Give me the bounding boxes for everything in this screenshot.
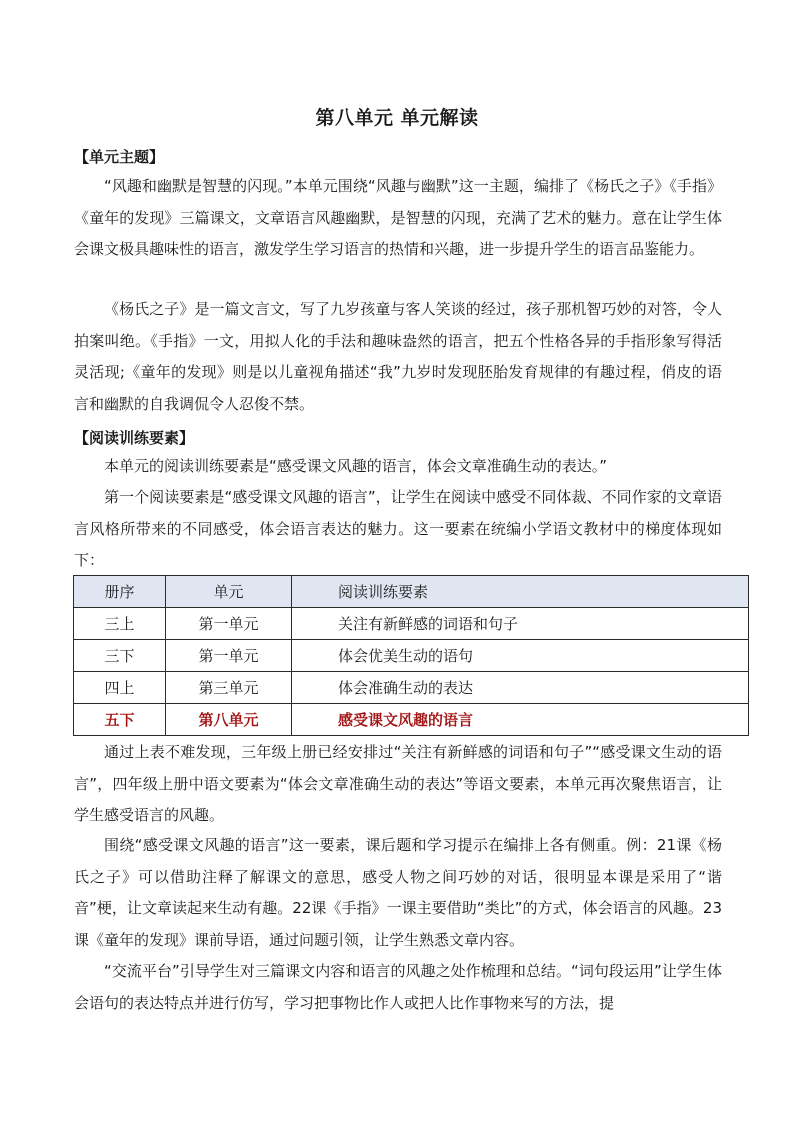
analysis-paragraph-1: 通过上表不难发现，三年级上册已经安排过“关注有新鲜感的词语和句子”“感受课文生动的语言”，四年级上册中语文要素为“体会文章准确生动的表达”等语文要素，本单元再次聚焦语言，让学生感受语言的风趣。	[74, 743, 722, 824]
table-cell: 第一单元	[166, 608, 292, 640]
table-cell: 三下	[74, 640, 166, 672]
analysis-paragraph-3: “交流平台”引导学生对三篇课文内容和语言的风趣之处作梳理和总结。“词句段运用”让学生体会语句的表达特点并进行仿写，学习把事物比作人或把人比作事物来写的方法，提	[74, 962, 722, 1012]
theme-paragraph-2: 《杨氏之子》是一篇文言文，写了九岁孩童与客人笑谈的经过，孩子那机智巧妙的对答，令人拍案叫绝。《手指》一文，用拟人化的手法和趣味盎然的语言，把五个性格各异的手指形象写得活灵活现;《童年的发现》则是以儿童视角描述“我”九岁时发现胚胎发育规律的有趣过程，俏皮的语言和幽默的自我调侃令人忍俊不禁。	[74, 300, 722, 413]
analysis-paragraph-2: 围绕“感受课文风趣的语言”这一要素，课后题和学习提示在编排上各有侧重。例：21课《杨氏之子》可以借助注释了解课文的意思，感受人物之间巧妙的对话，很明显本课是采用了“谐音”梗，让文章读起来生动有趣。22课《手指》一课主要借助“类比”的方式，体会语言的风趣。23课《童年的发现》课前导语，通过问题引领，让学生熟悉文章内容。	[74, 836, 722, 949]
table-row	[74, 672, 749, 704]
table-cell: 四上	[74, 672, 166, 704]
table-cell: 关注有新鲜感的词语和句子	[292, 608, 749, 640]
table-header-cell: 单元	[166, 576, 292, 608]
table-cell: 第一单元	[166, 640, 292, 672]
reading-paragraph-2: 第一个阅读要素是“感受课文风趣的语言”，让学生在阅读中感受不同体裁、不同作家的文章语言风格所带来的不同感受，体会语言表达的魅力。这一要素在统编小学语文教材中的梯度体现如下：	[74, 488, 722, 569]
theme-paragraph-1: “风趣和幽默是智慧的闪现。”本单元围绕“风趣与幽默”这一主题，编排了《杨氏之子》《手指》《童年的发现》三篇课文，文章语言风趣幽默，是智慧的闪现，充满了艺术的魅力。意在让学生体会课文极具趣味性的语言，激发学生学习语言的热情和兴趣，进一步提升学生的语言品鉴能力。	[74, 177, 722, 258]
section-heading-reading: 【阅读训练要素】	[74, 429, 195, 447]
table-cell: 第八单元	[166, 704, 292, 736]
section-heading-theme: 【单元主题】	[74, 148, 165, 166]
table-cell: 第三单元	[166, 672, 292, 704]
table-cell: 体会优美生动的语句	[292, 640, 749, 672]
reading-paragraph-1: 本单元的阅读训练要素是“感受课文风趣的语言，体会文章准确生动的表达。”	[104, 457, 608, 475]
table-row	[74, 608, 749, 640]
table-cell: 体会准确生动的表达	[292, 672, 749, 704]
table-header-cell: 阅读训练要素	[292, 576, 749, 608]
page-title: 第八单元 单元解读	[315, 107, 479, 129]
table-header-cell: 册序	[74, 576, 166, 608]
table-cell: 感受课文风趣的语言	[292, 704, 749, 736]
gradient-table	[73, 575, 749, 736]
table-row	[74, 640, 749, 672]
table-header-row	[74, 576, 749, 608]
table-row-highlighted	[74, 704, 749, 736]
table-cell: 五下	[74, 704, 166, 736]
table-cell: 三上	[74, 608, 166, 640]
